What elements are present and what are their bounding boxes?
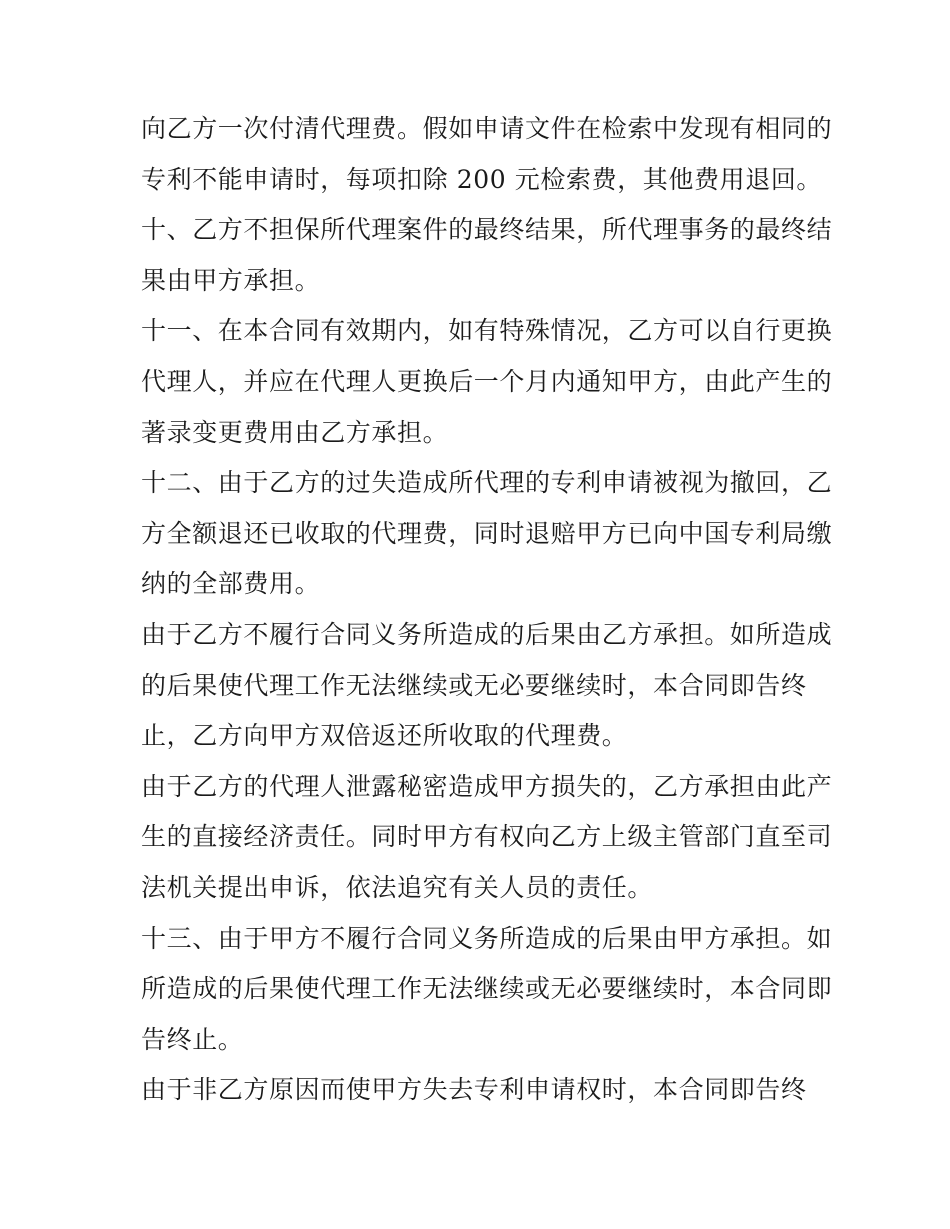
text-line: 代理人，并应在代理人更换后一个月内通知甲方，由此产生的 [141,366,833,396]
text-line: 方全额退还已收取的代理费，同时退赔甲方已向中国专利局缴 [141,518,833,548]
clause-13-line: 十三、由于甲方不履行合同义务所造成的后果由甲方承担。如 [141,923,833,953]
text-line: 告终止。 [141,1024,244,1054]
text-line: 专利不能申请时，每项扣除 200 元检索费，其他费用退回。 [141,164,823,194]
text-line: 由于乙方不履行合同义务所造成的后果由乙方承担。如所造成 [141,619,833,649]
text-line: 生的直接经济责任。同时甲方有权向乙方上级主管部门直至司 [141,822,833,852]
text-line: 的后果使代理工作无法继续或无必要继续时，本合同即告终 [141,670,807,700]
text-line: 法机关提出申诉，依法追究有关人员的责任。 [141,872,654,902]
text-line: 由于乙方的代理人泄露秘密造成甲方损失的，乙方承担由此产 [141,771,833,801]
text-line: 果由甲方承担。 [141,265,321,295]
text-line: 所造成的后果使代理工作无法继续或无必要继续时，本合同即 [141,974,833,1004]
text-line: 著录变更费用由乙方承担。 [141,417,449,447]
clause-10-line: 十、乙方不担保所代理案件的最终结果，所代理事务的最终结 [141,215,833,245]
text-line: 纳的全部费用。 [141,569,321,599]
text-line: 向乙方一次付清代理费。假如申请文件在检索中发现有相同的 [141,114,833,143]
text-line: 止，乙方向甲方双倍返还所收取的代理费。 [141,721,628,751]
clause-11-line: 十一、在本合同有效期内，如有特殊情况，乙方可以自行更换 [141,316,833,346]
text-line: 由于非乙方原因而使甲方失去专利申请权时，本合同即告终 [141,1075,807,1105]
clause-12-line: 十二、由于乙方的过失造成所代理的专利申请被视为撤回，乙 [141,468,833,498]
contract-text [141,106,833,1118]
